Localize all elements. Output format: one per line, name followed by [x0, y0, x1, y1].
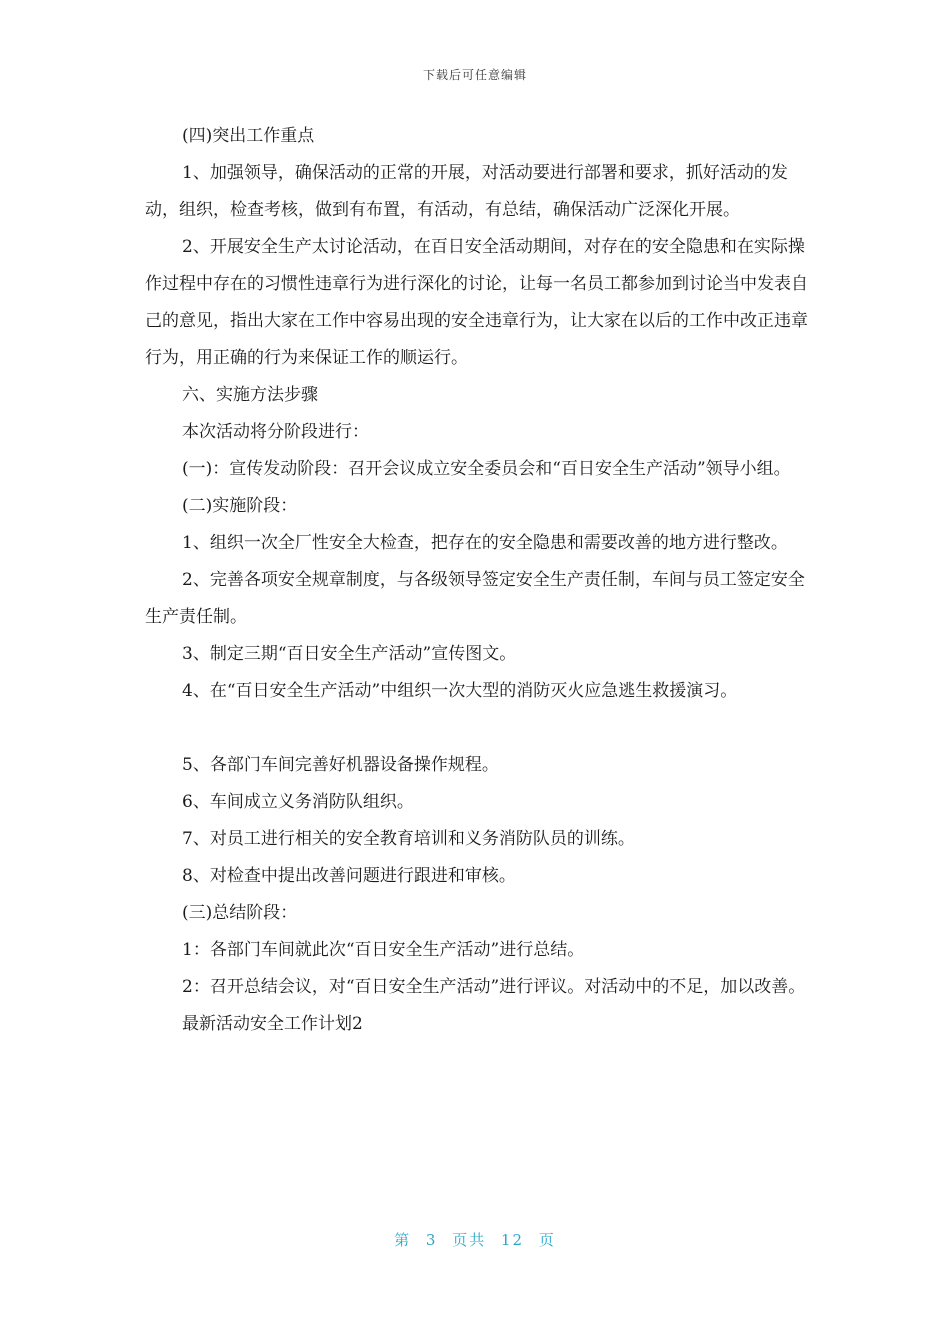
- paragraph: 1、加强领导，确保活动的正常的开展，对活动要进行部署和要求，抓好活动的发动，组织，检查考核，做到有布置，有活动，有总结，确保活动广泛深化开展。: [145, 163, 788, 220]
- blank-line: [145, 710, 815, 747]
- section-heading: (三)总结阶段：: [182, 903, 298, 923]
- list-item: 2、完善各项安全规章制度，与各级领导签定安全生产责任制，车间与员工签定安全生产责任制。: [145, 570, 805, 627]
- list-item: 7、对员工进行相关的安全教育培训和义务消防队员的训练。: [182, 829, 635, 849]
- page-header: 下载后可任意编辑: [422, 68, 527, 82]
- document-body: [145, 118, 815, 1043]
- list-item: 5、各部门车间完善好机器设备操作规程。: [182, 755, 499, 775]
- page-number: 第 3 页共 12 页: [394, 1231, 556, 1249]
- section-heading: 最新活动安全工作计划2: [182, 1014, 363, 1034]
- list-item: 1：各部门车间就此次“百日安全生产活动”进行总结。: [182, 940, 585, 960]
- section-heading: (二)实施阶段：: [182, 496, 298, 516]
- paragraph: 2、开展安全生产太讨论活动，在百日安全活动期间，对存在的安全隐患和在实际操作过程中存在的习惯性违章行为进行深化的讨论，让每一名员工都参加到讨论当中发表自己的意见，指出大家在工作中容易出现的安全违章行为，让大家在以后的工作中改正违章行为，用正确的行为来保证工作的顺运行。: [145, 237, 808, 368]
- list-item: 2：召开总结会议，对“百日安全生产活动”进行评议。对活动中的不足，加以改善。: [182, 977, 806, 997]
- list-item: 3、制定三期“百日安全生产活动”宣传图文。: [182, 644, 517, 664]
- paragraph: (一)：宣传发动阶段：召开会议成立安全委员会和“百日安全生产活动”领导小组。: [182, 459, 791, 479]
- list-item: 8、对检查中提出改善问题进行跟进和审核。: [182, 866, 516, 886]
- list-item: 1、组织一次全厂性安全大检查，把存在的安全隐患和需要改善的地方进行整改。: [182, 533, 788, 553]
- list-item: 6、车间成立义务消防队组织。: [182, 792, 414, 812]
- list-item: 4、在“百日安全生产活动”中组织一次大型的消防灭火应急逃生救援演习。: [182, 681, 738, 701]
- paragraph: 本次活动将分阶段进行：: [182, 422, 369, 442]
- section-heading: 六、实施方法步骤: [182, 385, 318, 405]
- section-heading: (四)突出工作重点: [182, 126, 315, 146]
